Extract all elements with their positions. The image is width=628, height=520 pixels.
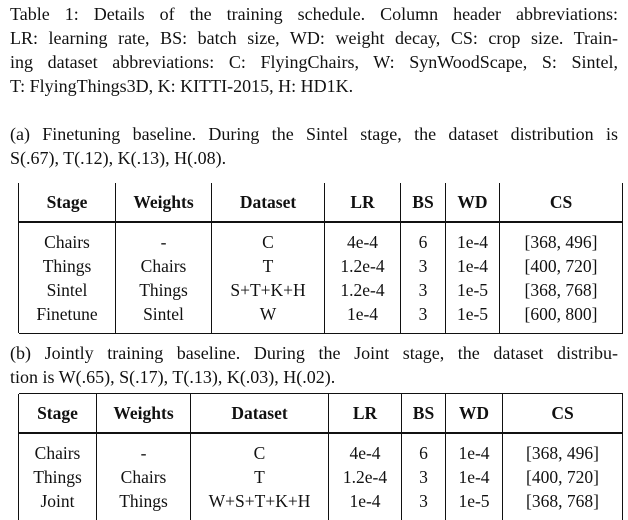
cell-bs: 3 bbox=[401, 302, 446, 326]
table-a-bottom-rule bbox=[19, 333, 623, 334]
cell-weights: - bbox=[116, 230, 212, 254]
caption-line: Table 1: Details of the training schedule. Column header abbreviations: bbox=[10, 4, 618, 24]
cell-dataset: C bbox=[212, 230, 325, 254]
cell-bs: 3 bbox=[401, 278, 446, 302]
cell-cs: [368, 496] bbox=[503, 441, 623, 465]
cell-lr: 1e-4 bbox=[329, 489, 402, 513]
cell-weights: Chairs bbox=[116, 254, 212, 278]
cell-wd: 1e-4 bbox=[446, 230, 500, 254]
cell-lr: 1.2e-4 bbox=[325, 254, 401, 278]
subcaption-b bbox=[10, 341, 618, 389]
header-bs: BS bbox=[401, 183, 446, 222]
cell-stage: Chairs bbox=[19, 230, 116, 254]
cell-dataset: T bbox=[191, 465, 329, 489]
cell-bs: 3 bbox=[402, 489, 446, 513]
caption-line: T: FlyingThings3D, K: KITTI-2015, H: HD1K. bbox=[10, 76, 354, 96]
cell-wd: 1e-5 bbox=[446, 489, 503, 513]
cell-stage: Chairs bbox=[19, 441, 97, 465]
cell-bs: 3 bbox=[402, 465, 446, 489]
subcaption-b-line: tion is W(.65), S(.17), T(.13), K(.03), H(.02). bbox=[10, 367, 336, 387]
table-row bbox=[19, 278, 623, 302]
table-row bbox=[19, 230, 623, 254]
header-stage: Stage bbox=[19, 183, 116, 222]
cell-wd: 1e-5 bbox=[446, 278, 500, 302]
cell-wd: 1e-4 bbox=[446, 441, 503, 465]
cell-dataset: W bbox=[212, 302, 325, 326]
subcaption-b-line: (b) Jointly training baseline. During the Joint stage, the dataset distribu- bbox=[10, 343, 618, 363]
table-b bbox=[18, 393, 623, 520]
cell-stage: Things bbox=[19, 465, 97, 489]
table-a-header bbox=[19, 183, 623, 222]
cell-cs: [400, 720] bbox=[500, 254, 623, 278]
cell-cs: [600, 800] bbox=[500, 302, 623, 326]
cell-bs: 3 bbox=[401, 254, 446, 278]
header-wd: WD bbox=[446, 183, 500, 222]
cell-weights: Things bbox=[116, 278, 212, 302]
header-lr: LR bbox=[325, 183, 401, 222]
cell-stage: Finetune bbox=[19, 302, 116, 326]
table-b-header bbox=[19, 394, 623, 433]
cell-dataset: T bbox=[212, 254, 325, 278]
header-dataset: Dataset bbox=[212, 183, 325, 222]
cell-wd: 1e-5 bbox=[446, 302, 500, 326]
cell-dataset: W+S+T+K+H bbox=[191, 489, 329, 513]
header-lr: LR bbox=[329, 394, 402, 433]
table-a bbox=[18, 183, 623, 334]
table-row bbox=[19, 302, 623, 326]
header-weights: Weights bbox=[97, 394, 191, 433]
cell-cs: [368, 768] bbox=[503, 489, 623, 513]
header-stage: Stage bbox=[19, 394, 97, 433]
subcaption-a bbox=[10, 122, 618, 170]
header-wd: WD bbox=[446, 394, 503, 433]
cell-stage: Joint bbox=[19, 489, 97, 513]
table-row bbox=[19, 254, 623, 278]
cell-stage: Things bbox=[19, 254, 116, 278]
cell-bs: 6 bbox=[401, 230, 446, 254]
header-cs: CS bbox=[503, 394, 623, 433]
header-cs: CS bbox=[500, 183, 623, 222]
caption-line: ing dataset abbreviations: C: FlyingChairs, W: SynWoodScape, S: Sintel, bbox=[10, 52, 618, 72]
table-row bbox=[19, 489, 623, 513]
table-row bbox=[19, 465, 623, 489]
header-bs: BS bbox=[402, 394, 446, 433]
cell-lr: 1.2e-4 bbox=[325, 278, 401, 302]
cell-dataset: C bbox=[191, 441, 329, 465]
cell-lr: 4e-4 bbox=[325, 230, 401, 254]
cell-weights: Sintel bbox=[116, 302, 212, 326]
cell-weights: Chairs bbox=[97, 465, 191, 489]
cell-lr: 1.2e-4 bbox=[329, 465, 402, 489]
cell-weights: Things bbox=[97, 489, 191, 513]
cell-stage: Sintel bbox=[19, 278, 116, 302]
subcaption-a-line: S(.67), T(.12), K(.13), H(.08). bbox=[10, 148, 227, 168]
cell-lr: 1e-4 bbox=[325, 302, 401, 326]
cell-weights: - bbox=[97, 441, 191, 465]
table-row bbox=[19, 441, 623, 465]
cell-wd: 1e-4 bbox=[446, 254, 500, 278]
header-weights: Weights bbox=[116, 183, 212, 222]
cell-lr: 4e-4 bbox=[329, 441, 402, 465]
cell-cs: [368, 496] bbox=[500, 230, 623, 254]
cell-wd: 1e-4 bbox=[446, 465, 503, 489]
cell-bs: 6 bbox=[402, 441, 446, 465]
cell-cs: [368, 768] bbox=[500, 278, 623, 302]
table-caption bbox=[10, 2, 618, 98]
subcaption-a-line: (a) Finetuning baseline. During the Sintel stage, the dataset distribution is bbox=[10, 124, 618, 144]
cell-cs: [400, 720] bbox=[503, 465, 623, 489]
header-dataset: Dataset bbox=[191, 394, 329, 433]
caption-line: LR: learning rate, BS: batch size, WD: weight decay, CS: crop size. Train- bbox=[10, 28, 618, 48]
cell-dataset: S+T+K+H bbox=[212, 278, 325, 302]
